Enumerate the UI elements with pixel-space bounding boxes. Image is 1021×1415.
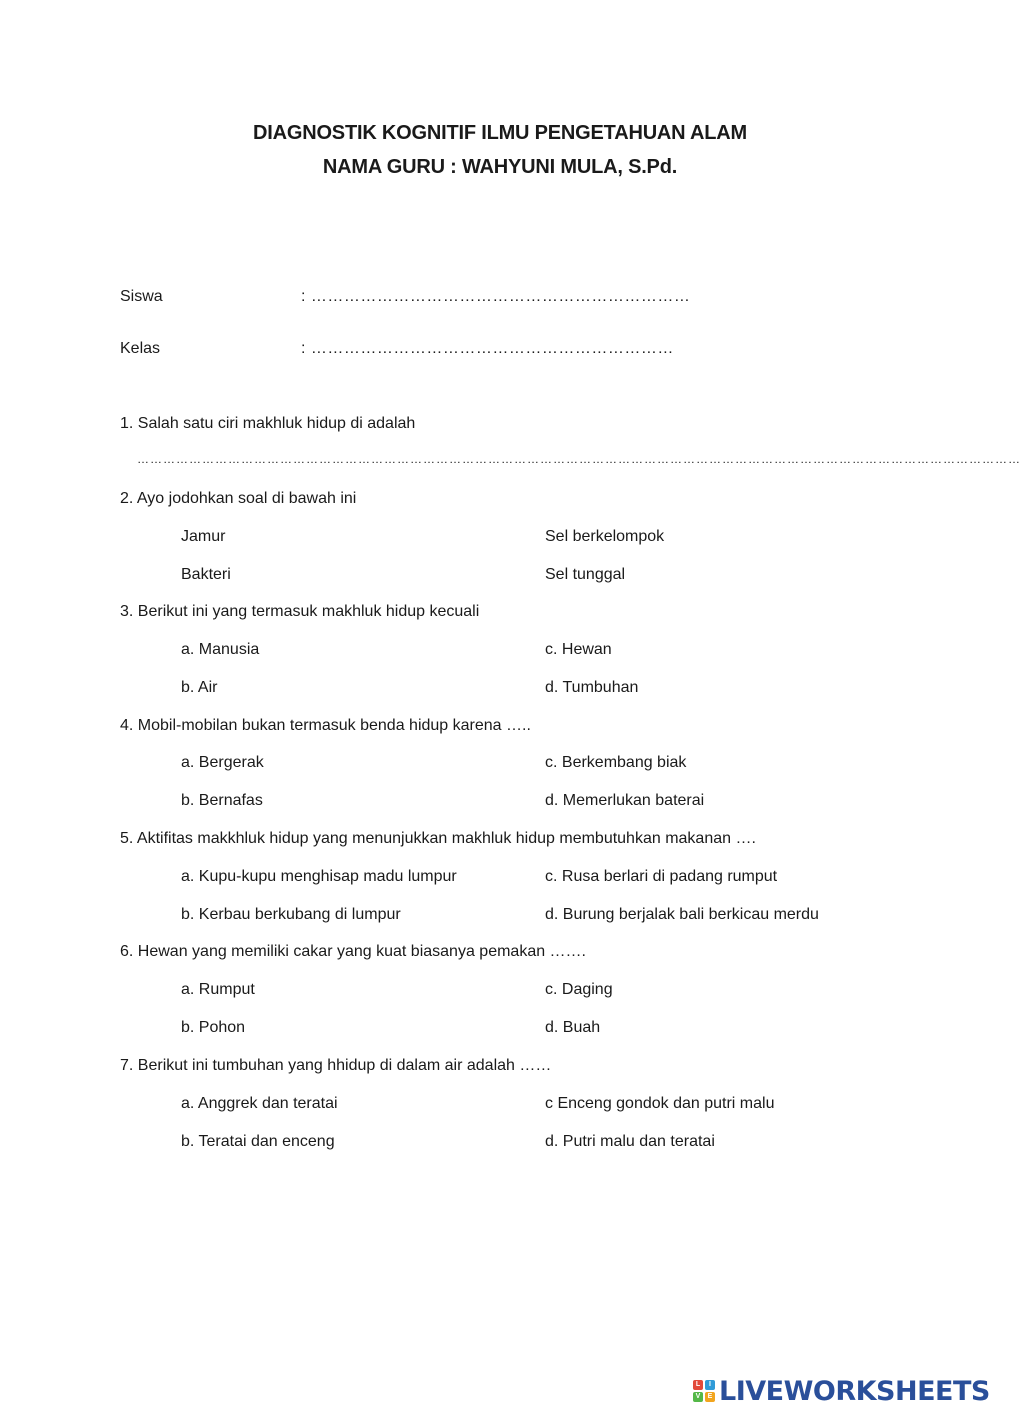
question-1-answer-field[interactable]: ……………………………………………………………………………………………………………………………………………………………………………………	[137, 452, 1021, 466]
q6-option-a[interactable]: a. Rumput	[181, 981, 255, 998]
match-left-item[interactable]: Jamur	[181, 528, 226, 545]
q3-option-c[interactable]: c. Hewan	[545, 641, 612, 658]
question-4: 4. Mobil-mobilan bukan termasuk benda hidup karena …..	[120, 717, 531, 734]
document-title: DIAGNOSTIK KOGNITIF ILMU PENGETAHUAN ALAM	[253, 122, 747, 144]
question-7: 7. Berikut ini tumbuhan yang hhidup di dalam air adalah ……	[120, 1057, 552, 1074]
question-1: 1. Salah satu ciri makhluk hidup di adalah	[120, 415, 416, 432]
match-left-item[interactable]: Bakteri	[181, 566, 231, 583]
liveworksheets-logo	[693, 1374, 990, 1408]
q7-option-a[interactable]: a. Anggrek dan teratai	[181, 1095, 338, 1112]
match-right-item[interactable]: Sel berkelompok	[545, 528, 665, 545]
q5-option-c[interactable]: c. Rusa berlari di padang rumput	[545, 868, 778, 885]
q4-option-c[interactable]: c. Berkembang biak	[545, 754, 687, 771]
question-5: 5. Aktifitas makkhluk hidup yang menunjukkan makhluk hidup membutuhkan makanan ….	[120, 830, 756, 847]
q6-option-c[interactable]: c. Daging	[545, 981, 613, 998]
liveworksheets-logo-icon: L I V E	[693, 1380, 715, 1402]
q7-option-d[interactable]: d. Putri malu dan teratai	[545, 1133, 715, 1150]
q5-option-d[interactable]: d. Burung berjalak bali berkicau merdu	[545, 906, 819, 923]
q5-option-a[interactable]: a. Kupu-kupu menghisap madu lumpur	[181, 868, 457, 885]
q6-option-b[interactable]: b. Pohon	[181, 1019, 246, 1036]
question-3: 3. Berikut ini yang termasuk makhluk hidup kecuali	[120, 603, 480, 620]
q7-option-b[interactable]: b. Teratai dan enceng	[181, 1133, 335, 1150]
class-label: Kelas	[120, 340, 161, 357]
student-name-field[interactable]: : ……………………………………………………………	[301, 288, 691, 305]
q3-option-d[interactable]: d. Tumbuhan	[545, 679, 639, 696]
q3-option-a[interactable]: a. Manusia	[181, 641, 260, 658]
question-6: 6. Hewan yang memiliki cakar yang kuat biasanya pemakan …….	[120, 943, 586, 960]
q4-option-a[interactable]: a. Bergerak	[181, 754, 264, 771]
q6-option-d[interactable]: d. Buah	[545, 1019, 601, 1036]
q3-option-b[interactable]: b. Air	[181, 679, 218, 696]
student-label: Siswa	[120, 288, 163, 305]
teacher-name: NAMA GURU : WAHYUNI MULA, S.Pd.	[322, 156, 678, 178]
question-2: 2. Ayo jodohkan soal di bawah ini	[120, 490, 357, 507]
liveworksheets-logo-text: LIVEWORKSHEETS	[719, 1375, 990, 1407]
q7-option-c[interactable]: c Enceng gondok dan putri malu	[545, 1095, 775, 1112]
match-right-item[interactable]: Sel tunggal	[545, 566, 626, 583]
q4-option-d[interactable]: d. Memerlukan baterai	[545, 792, 705, 809]
class-field[interactable]: : …………………………………………………………	[301, 340, 674, 357]
q4-option-b[interactable]: b. Bernafas	[181, 792, 263, 809]
q5-option-b[interactable]: b. Kerbau berkubang di lumpur	[181, 906, 401, 923]
